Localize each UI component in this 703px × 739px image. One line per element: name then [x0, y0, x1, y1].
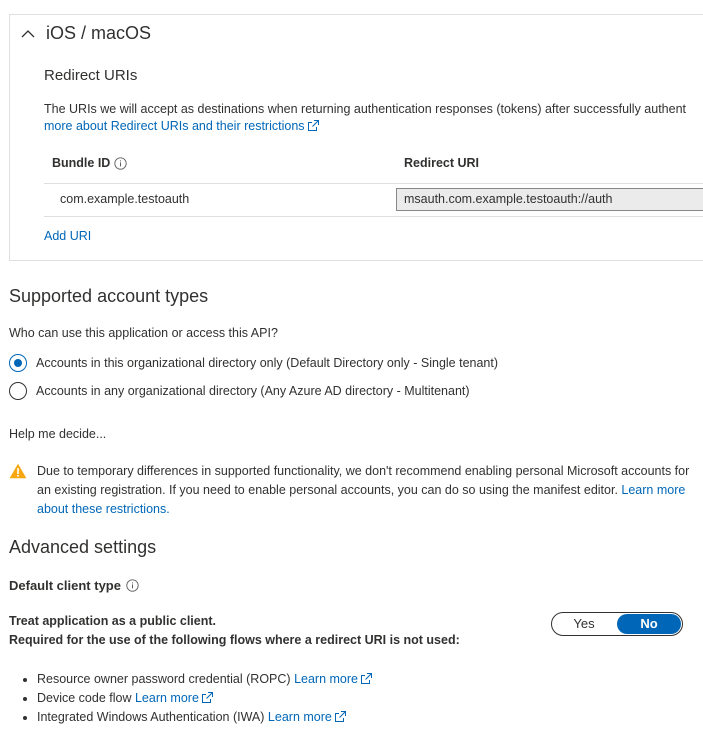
- warning-text: Due to temporary differences in supported functionality, we don't recommend enabling personal Microsoft accounts for an existing registration. If you need to enable personal accounts, you can do so using the manifest editor.: [37, 464, 690, 497]
- table-row: [44, 183, 703, 217]
- radio-label-single-tenant: Accounts in this organizational directory only (Default Directory only - Single tenant): [36, 356, 499, 370]
- radio-button-checked[interactable]: [9, 354, 27, 372]
- platform-title: iOS / macOS: [46, 23, 152, 43]
- radio-option-single-tenant[interactable]: [9, 354, 498, 372]
- advanced-settings-heading: Advanced settings: [9, 537, 157, 557]
- redirect-uri-table-header: [44, 143, 703, 184]
- flow-iwa-text: Integrated Windows Authentication (IWA): [37, 710, 265, 724]
- warning-icon: [9, 463, 27, 479]
- default-client-type-label: [9, 578, 139, 593]
- external-link-icon: [334, 710, 347, 723]
- ios-macos-platform-card: [9, 14, 703, 261]
- radio-option-multitenant[interactable]: [9, 382, 470, 400]
- public-client-toggle[interactable]: [551, 612, 683, 636]
- list-item: [37, 708, 373, 727]
- public-client-flows-list: [9, 670, 373, 727]
- help-me-decide-link[interactable]: Help me decide...: [9, 427, 107, 441]
- public-client-label: Treat application as a public client.: [9, 614, 217, 628]
- warning-text-block: [37, 462, 697, 519]
- redirect-uris-description: The URIs we will accept as destinations when returning authentication responses (tokens) after successfully authent: [44, 102, 686, 116]
- redirect-uris-learn-more-link[interactable]: more about Redirect URIs and their restrictions: [44, 119, 305, 133]
- bundle-id-value: com.example.testoauth: [60, 192, 190, 206]
- chevron-up-icon[interactable]: [20, 26, 36, 42]
- column-header-redirect-uri: Redirect URI: [404, 156, 480, 170]
- radio-button-unchecked[interactable]: [9, 382, 27, 400]
- account-types-heading: Supported account types: [9, 286, 209, 306]
- bundle-id-header-label: Bundle ID: [52, 156, 111, 170]
- external-link-icon: [307, 119, 320, 132]
- device-code-learn-more-link[interactable]: Learn more: [134, 691, 199, 705]
- toggle-option-yes[interactable]: Yes: [573, 616, 595, 631]
- info-icon[interactable]: [126, 579, 139, 592]
- external-link-icon: [360, 672, 373, 685]
- list-item: [37, 670, 373, 689]
- account-types-question: Who can use this application or access this API?: [9, 326, 278, 340]
- radio-label-multitenant: Accounts in any organizational directory (Any Azure AD directory - Multitenant): [36, 384, 470, 398]
- ropc-learn-more-link[interactable]: Learn more: [294, 672, 358, 686]
- toggle-option-no[interactable]: No: [617, 614, 681, 634]
- platform-card-header[interactable]: [20, 23, 151, 44]
- public-client-description: Required for the use of the following flows where a redirect URI is not used:: [9, 633, 460, 647]
- flow-ropc-text: Resource owner password credential (ROPC): [37, 672, 291, 686]
- redirect-uri-field[interactable]: msauth.com.example.testoauth://auth: [396, 188, 703, 211]
- redirect-uris-title: Redirect URIs: [44, 67, 138, 84]
- redirect-uris-description-line2: [44, 119, 320, 133]
- default-client-type-text: Default client type: [9, 578, 121, 593]
- info-icon[interactable]: [114, 157, 127, 170]
- add-uri-link[interactable]: Add URI: [44, 229, 92, 243]
- iwa-learn-more-link[interactable]: Learn more: [267, 710, 332, 724]
- list-item: [37, 689, 373, 708]
- learn-more-restrictions-link[interactable]: Learn more about these restrictions.: [37, 483, 686, 516]
- flow-device-code-text: Device code flow: [37, 691, 132, 705]
- external-link-icon: [201, 691, 214, 704]
- column-header-bundle-id: [52, 153, 127, 173]
